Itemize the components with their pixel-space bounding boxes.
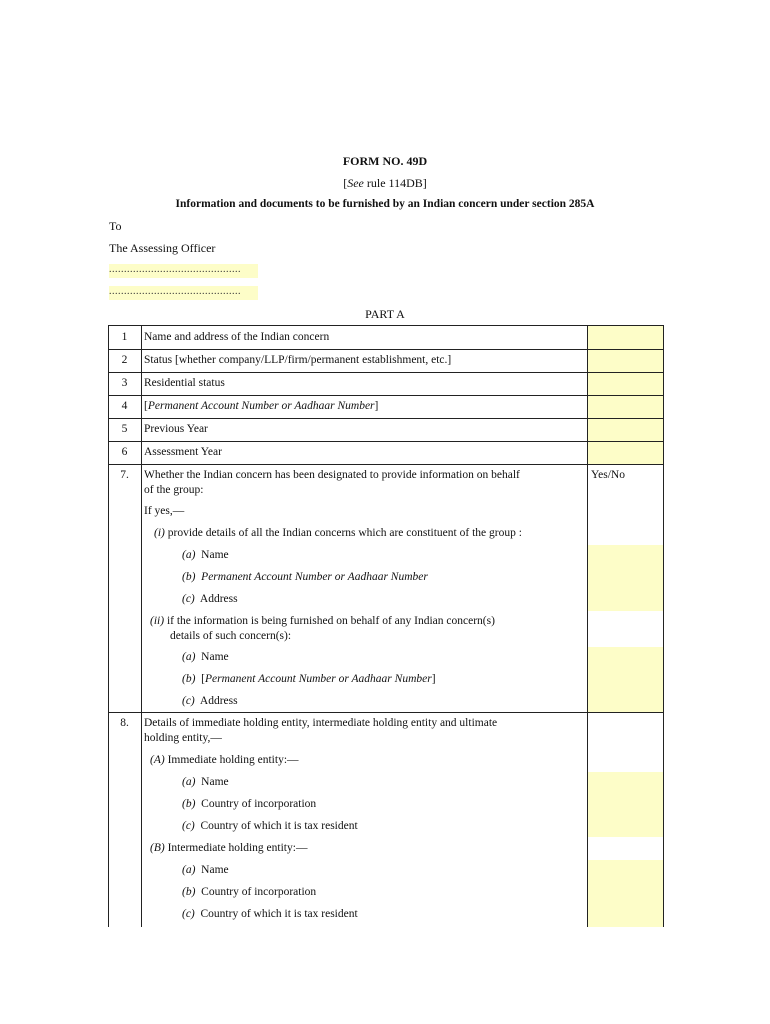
- sub-item: (a) Name: [182, 549, 229, 561]
- answer-immediate-holding[interactable]: [588, 772, 663, 837]
- yes-no-value[interactable]: Yes/No: [591, 469, 625, 481]
- sub-item-ii-cont: details of such concern(s):: [170, 630, 292, 642]
- to-label: To: [109, 219, 122, 233]
- answer-assessment-year[interactable]: [588, 442, 663, 464]
- sub-item: (b) Country of incorporation: [182, 886, 317, 898]
- table-rule: [141, 325, 142, 927]
- sub-item: (c) Address: [182, 695, 238, 707]
- form-subtitle: Information and documents to be furnished by an Indian concern under section 285A: [175, 198, 595, 210]
- part-a-table: [108, 325, 664, 927]
- pan-label: Permanent Account Number or Aadhaar Number: [147, 400, 375, 412]
- sub-item: (c) Country of which it is tax resident: [182, 908, 358, 920]
- table-rule: [108, 372, 664, 373]
- sub-item: (a) Name: [182, 864, 229, 876]
- see-prefix: See: [347, 176, 364, 190]
- rule-reference: [See rule 114DB]: [343, 176, 427, 190]
- row-label: Whether the Indian concern has been designated to provide information on behalf: [144, 469, 520, 481]
- rule-number: rule 114DB: [366, 176, 423, 190]
- row-label: of the group:: [144, 484, 204, 496]
- row-number: 4: [121, 400, 128, 412]
- table-rule: [108, 418, 664, 419]
- row-label: Assessment Year: [144, 446, 222, 458]
- sub-item: (c) Address: [182, 593, 238, 605]
- table-rule: [108, 395, 664, 396]
- sub-item: (c) Country of which it is tax resident: [182, 820, 358, 832]
- sub-item-A: (A) Immediate holding entity:—: [150, 754, 299, 766]
- row-label: Residential status: [144, 377, 225, 389]
- sub-item-i: (i) provide details of all the Indian concerns which are constituent of the group :: [154, 527, 522, 539]
- row-label: Status [whether company/LLP/firm/permanent establishment, etc.]: [144, 354, 452, 366]
- sub-item: (b) Permanent Account Number or Aadhaar Number: [182, 571, 428, 583]
- row-number: 6: [121, 446, 128, 458]
- if-yes-label: If yes,—: [144, 505, 185, 517]
- row-number: 8.: [120, 717, 129, 729]
- answer-group-concerns[interactable]: [588, 545, 663, 611]
- answer-intermediate-holding[interactable]: [588, 860, 663, 927]
- part-heading: PART A: [365, 307, 405, 321]
- answer-residential-status[interactable]: [588, 373, 663, 395]
- officer-line-2-input[interactable]: ............................................: [109, 286, 258, 300]
- officer-line-1-input[interactable]: ............................................: [109, 264, 258, 278]
- answer-previous-year[interactable]: [588, 419, 663, 441]
- sub-item-ii: (ii) if the information is being furnished on behalf of any Indian concern(s): [150, 615, 495, 627]
- table-rule: [108, 441, 664, 442]
- table-rule: [108, 325, 664, 326]
- row-number: 7.: [120, 469, 129, 481]
- row-number: 1: [121, 331, 128, 343]
- answer-pan-aadhaar[interactable]: [588, 396, 663, 418]
- row-label: Details of immediate holding entity, intermediate holding entity and ultimate: [144, 717, 498, 729]
- sub-item: (a) Name: [182, 651, 229, 663]
- row-number: 5: [121, 423, 128, 435]
- row-label: Previous Year: [144, 423, 208, 435]
- table-rule: [108, 349, 664, 350]
- sub-item: (b) Country of incorporation: [182, 798, 317, 810]
- table-rule: [587, 325, 588, 927]
- answer-status[interactable]: [588, 350, 663, 372]
- row-label: Name and address of the Indian concern: [144, 331, 330, 343]
- answer-other-concerns[interactable]: [588, 647, 663, 712]
- row-label: [Permanent Account Number or Aadhaar Number]: [144, 400, 379, 412]
- sub-item: (b) [Permanent Account Number or Aadhaar Number]: [182, 673, 436, 685]
- row-number: 3: [121, 377, 128, 389]
- table-rule: [663, 325, 664, 927]
- table-rule: [108, 325, 109, 927]
- sub-item: (a) Name: [182, 776, 229, 788]
- row-label: holding entity,—: [144, 732, 222, 744]
- table-rule: [108, 464, 664, 465]
- sub-item-B: (B) Intermediate holding entity:—: [150, 842, 308, 854]
- form-title: FORM NO. 49D: [342, 154, 428, 168]
- addressee: The Assessing Officer: [109, 241, 216, 255]
- table-rule: [108, 712, 664, 713]
- answer-name-address[interactable]: [588, 326, 663, 349]
- row-number: 2: [121, 354, 128, 366]
